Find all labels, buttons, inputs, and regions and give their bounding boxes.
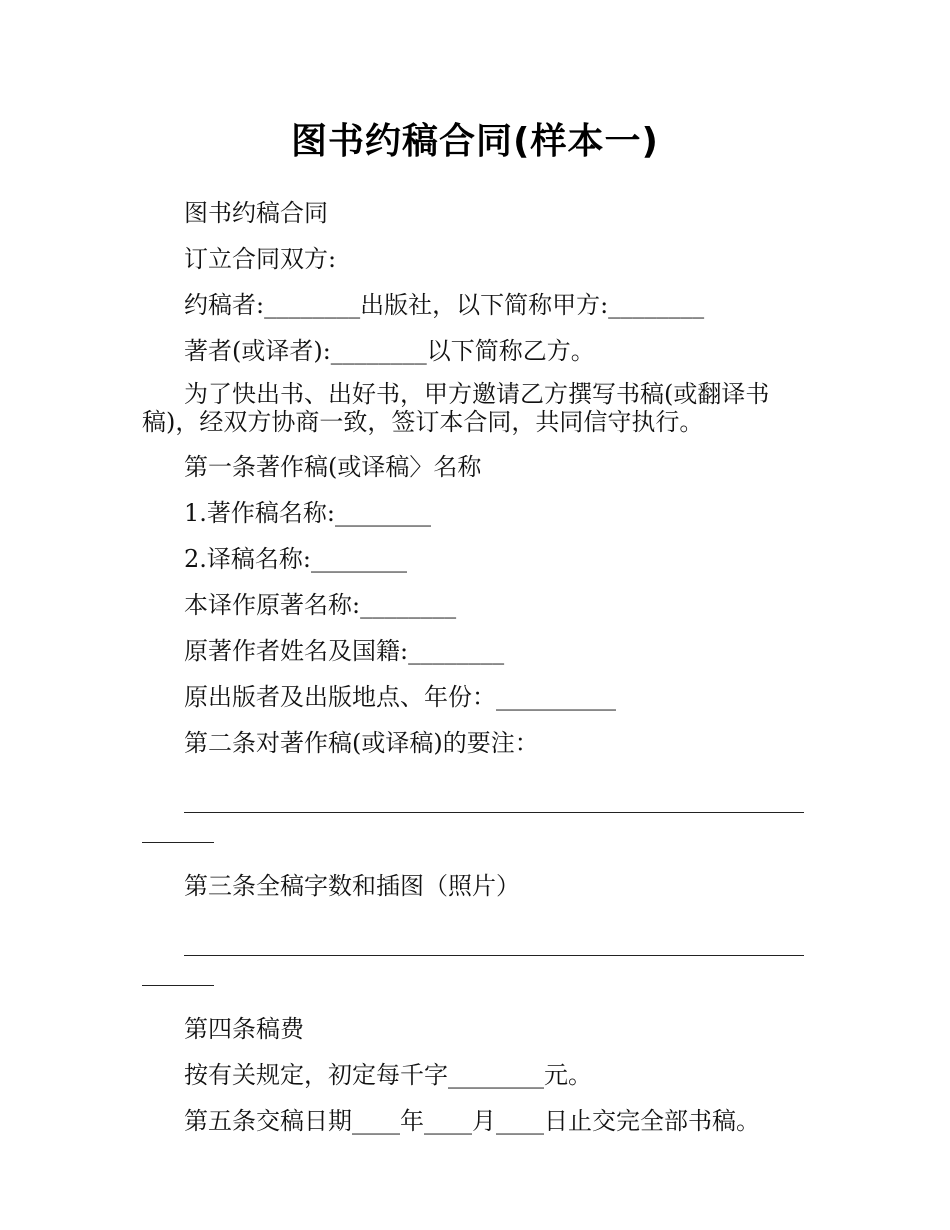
article-1-heading: 第一条著作稿(或译稿〉名称 xyxy=(184,453,482,481)
blank-underline xyxy=(184,955,804,956)
translation-title-line: 2.译稿名称:________ xyxy=(184,545,407,573)
article-5-delivery-date: 第五条交稿日期____年____月____日止交完全部书稿。 xyxy=(184,1107,760,1135)
paragraph-preamble: 为了快出书、出好书，甲方邀请乙方撰写书稿(或翻译书稿)，经双方协商一致，签订本合同，共同信守执行。 xyxy=(142,380,770,436)
paragraph-parties: 订立合同双方: xyxy=(184,245,337,273)
document-body xyxy=(142,196,808,1150)
paragraph-party-b: 著者(或译者):________以下简称乙方。 xyxy=(184,337,595,365)
article-3-heading: 第三条全稿字数和插图（照片） xyxy=(184,872,520,900)
original-author-line: 原著作者姓名及国籍:________ xyxy=(184,637,505,665)
paragraph-party-a: 约稿者:________出版社，以下简称甲方:________ xyxy=(184,291,705,319)
blank-underline-continued xyxy=(142,842,214,843)
blank-underline-continued xyxy=(142,985,214,986)
fee-rate-line: 按有关规定，初定每千字________元。 xyxy=(184,1061,592,1089)
original-publisher-line: 原出版者及出版地点、年份：__________ xyxy=(184,683,616,711)
document-title: 图书约稿合同(样本一) xyxy=(291,121,659,162)
work-title-line: 1.著作稿名称:________ xyxy=(184,499,431,527)
original-title-line: 本译作原著名称:________ xyxy=(184,591,457,619)
article-4-heading: 第四条稿费 xyxy=(184,1015,304,1043)
article-3-blank xyxy=(142,915,808,999)
article-2-heading: 第二条对著作稿(或译稿)的要注： xyxy=(184,729,539,757)
blank-underline xyxy=(184,812,804,813)
paragraph-contract-heading: 图书约稿合同 xyxy=(184,199,328,227)
article-2-blank xyxy=(142,772,808,856)
